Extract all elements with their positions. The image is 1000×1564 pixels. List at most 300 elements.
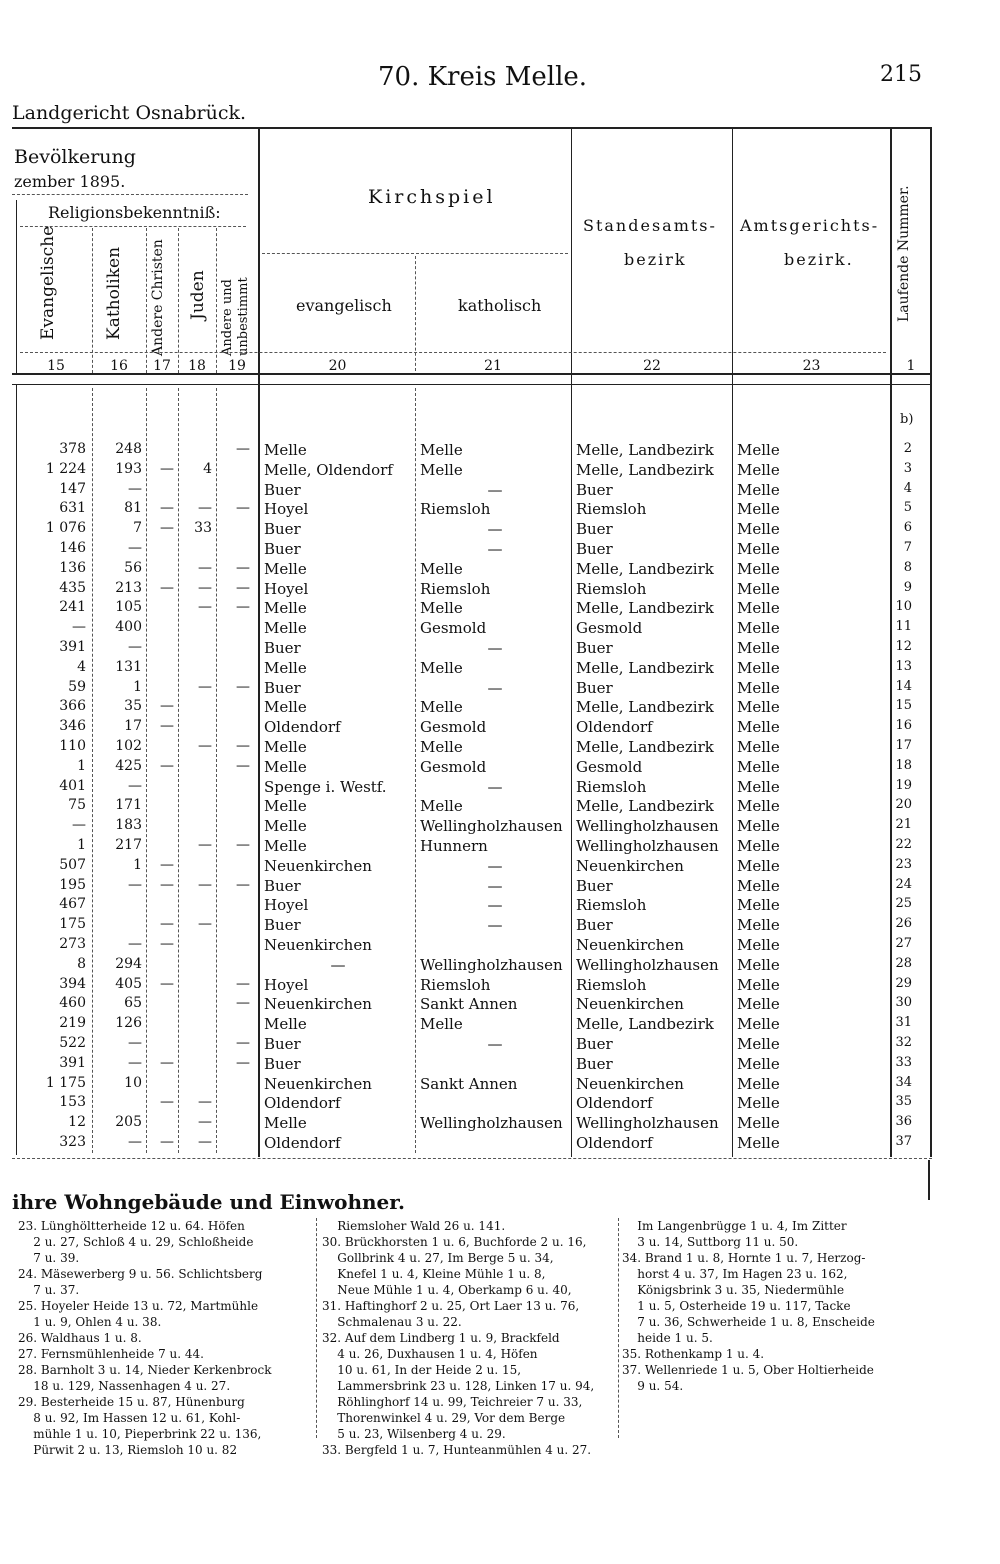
cell-c17: — <box>160 460 174 477</box>
cell-c15: 1 <box>77 837 86 853</box>
header-katholisch: katholisch <box>458 296 542 315</box>
cell-ev: Neuenkirchen <box>264 856 372 875</box>
cell-c16: — <box>128 1054 142 1071</box>
cell-st: Melle, Landbezirk <box>576 738 714 756</box>
cell-st: Buer <box>576 540 613 558</box>
cell-c15: 366 <box>59 698 86 715</box>
cell-c15: 219 <box>59 1015 86 1032</box>
cell-c15: 467 <box>59 896 86 913</box>
first-row-note: b) <box>900 412 914 427</box>
cell-kat: — <box>487 856 503 875</box>
colnum-1: 1 <box>906 358 916 374</box>
cell-kat: Riemsloh <box>420 500 491 519</box>
cell-c15: 378 <box>59 441 86 457</box>
cell-c15: 153 <box>59 1094 86 1111</box>
cell-laufende-nummer: 15 <box>895 698 912 714</box>
cell-laufende-nummer: 4 <box>903 480 912 496</box>
cell-st: Riemsloh <box>576 896 647 915</box>
cell-amt: Melle <box>737 460 780 479</box>
cell-ev: Buer <box>264 916 301 935</box>
cell-kat: Sankt Annen <box>420 1074 518 1093</box>
cell-c15: 4 <box>77 658 86 675</box>
cell-st: Buer <box>576 678 613 697</box>
cell-laufende-nummer: 30 <box>895 995 912 1011</box>
cell-kat: Melle <box>420 599 463 618</box>
cell-amt: Melle <box>737 500 780 519</box>
cell-c17: — <box>160 757 174 774</box>
cell-c17: — <box>160 698 174 715</box>
cell-c17: — <box>160 579 174 596</box>
colnum-15: 15 <box>47 358 65 374</box>
cell-c16: 400 <box>115 619 142 636</box>
cell-amt: Melle <box>737 1094 780 1113</box>
cell-st: Gesmold <box>576 757 643 776</box>
cell-c15: 273 <box>59 936 86 952</box>
cell-c18: — <box>198 1114 212 1131</box>
cell-c15: 1 076 <box>45 520 86 537</box>
cell-ev: Melle <box>264 1015 307 1034</box>
cell-amt: Melle <box>737 975 780 994</box>
cell-st: Buer <box>576 1035 613 1053</box>
cell-c19: — <box>236 441 250 457</box>
cell-st: Riemsloh <box>576 579 647 598</box>
header-datum: zember 1895. <box>14 172 126 191</box>
cell-ev: Melle <box>264 1114 307 1133</box>
cell-laufende-nummer: 13 <box>895 658 912 674</box>
cell-ev: Melle <box>264 559 307 578</box>
cell-laufende-nummer: 34 <box>895 1074 912 1090</box>
cell-ev: Neuenkirchen <box>264 936 372 954</box>
cell-kat: — <box>487 876 503 895</box>
cell-ev: Neuenkirchen <box>264 995 372 1014</box>
cell-st: Melle, Landbezirk <box>576 441 714 459</box>
cell-st: Neuenkirchen <box>576 995 684 1014</box>
cell-ev: Melle <box>264 619 307 638</box>
cell-c16: — <box>128 1035 142 1051</box>
colnum-18: 18 <box>188 358 206 374</box>
cell-laufende-nummer: 3 <box>903 460 912 476</box>
cell-c16: 294 <box>115 955 142 972</box>
cell-st: Wellingholzhausen <box>576 1114 719 1133</box>
cell-c18: — <box>198 678 212 695</box>
cell-laufende-nummer: 2 <box>903 441 912 456</box>
cell-c16: — <box>128 1134 142 1150</box>
cell-ev: Hoyel <box>264 500 309 519</box>
cell-laufende-nummer: 5 <box>903 500 912 516</box>
cell-c15: 110 <box>59 738 86 754</box>
cell-c16: 17 <box>124 718 142 735</box>
cell-kat: Wellingholzhausen <box>420 817 563 836</box>
cell-amt: Melle <box>737 1134 780 1152</box>
cell-st: Melle, Landbezirk <box>576 559 714 578</box>
cell-ev: Melle, Oldendorf <box>264 460 393 479</box>
cell-laufende-nummer: 22 <box>895 837 912 852</box>
cell-kat: Melle <box>420 559 463 578</box>
cell-c15: 59 <box>68 678 86 695</box>
header-amtsgericht-2: bezirk. <box>784 250 854 269</box>
cell-laufende-nummer: 23 <box>895 856 912 872</box>
cell-amt: Melle <box>737 619 780 638</box>
cell-c17: — <box>160 876 174 893</box>
cell-laufende-nummer: 8 <box>903 559 912 575</box>
cell-laufende-nummer: 14 <box>895 678 912 694</box>
cell-st: Oldendorf <box>576 1094 653 1113</box>
cell-c16: 425 <box>115 757 142 774</box>
cell-amt: Melle <box>737 837 780 855</box>
cell-c16: 213 <box>115 579 142 596</box>
cell-c15: 522 <box>59 1035 86 1051</box>
cell-st: Buer <box>576 480 613 499</box>
cell-c17: — <box>160 500 174 517</box>
cell-kat: Hunnern <box>420 837 488 855</box>
cell-laufende-nummer: 32 <box>895 1035 912 1050</box>
cell-ev: Buer <box>264 1035 301 1053</box>
cell-c18: — <box>198 500 212 517</box>
cell-amt: Melle <box>737 718 780 737</box>
cell-amt: Melle <box>737 441 780 459</box>
cell-c19: — <box>236 559 250 576</box>
header-col15: Evangelische <box>38 225 58 340</box>
cell-c15: 241 <box>59 599 86 616</box>
cell-kat: Melle <box>420 441 463 459</box>
cell-c15: 391 <box>59 1054 86 1071</box>
header-col19: Andere und unbestimmt <box>220 277 251 356</box>
cell-c16: 56 <box>124 559 142 576</box>
cell-amt: Melle <box>737 658 780 677</box>
cell-amt: Melle <box>737 995 780 1014</box>
header-amtsgericht: Amtsgerichts- <box>740 216 880 235</box>
cell-c16: 81 <box>124 500 142 517</box>
cell-ev: Melle <box>264 599 307 618</box>
cell-c19: — <box>236 757 250 774</box>
cell-kat: — <box>487 678 503 697</box>
cell-amt: Melle <box>737 896 780 915</box>
cell-c15: 1 <box>77 757 86 774</box>
cell-c16: — <box>128 639 142 655</box>
header-standesamt: Standesamts- <box>583 216 717 235</box>
cell-c16: — <box>128 936 142 952</box>
cell-ev: Hoyel <box>264 896 309 915</box>
cell-ev: Melle <box>264 837 307 855</box>
cell-kat: — <box>487 1035 503 1053</box>
cell-kat: — <box>487 639 503 657</box>
cell-kat: Gesmold <box>420 718 487 737</box>
cell-laufende-nummer: 26 <box>895 916 912 932</box>
cell-c16: 35 <box>124 698 142 715</box>
cell-amt: Melle <box>737 1114 780 1133</box>
cell-ev: Buer <box>264 678 301 697</box>
cell-c15: 1 224 <box>45 460 86 477</box>
cell-amt: Melle <box>737 698 780 717</box>
cell-laufende-nummer: 21 <box>895 817 912 833</box>
cell-c16: 1 <box>133 678 142 695</box>
cell-amt: Melle <box>737 639 780 657</box>
cell-c16: 171 <box>115 797 142 814</box>
cell-c18: — <box>198 837 212 853</box>
cell-c16: — <box>128 540 142 556</box>
cell-ev: Buer <box>264 876 301 895</box>
colnum-17: 17 <box>153 358 171 374</box>
cell-ev: Buer <box>264 520 301 539</box>
cell-ev: Buer <box>264 480 301 499</box>
cell-c18: — <box>198 876 212 893</box>
cell-st: Melle, Landbezirk <box>576 1015 714 1034</box>
cell-st: Neuenkirchen <box>576 936 684 954</box>
cell-st: Melle, Landbezirk <box>576 698 714 717</box>
cell-c15: 136 <box>59 559 86 576</box>
cell-c16: 105 <box>115 599 142 616</box>
cell-c18: — <box>198 916 212 933</box>
cell-c17: — <box>160 520 174 537</box>
cell-c19: — <box>236 1054 250 1071</box>
cell-c19: — <box>236 738 250 754</box>
cell-amt: Melle <box>737 520 780 539</box>
cell-st: Melle, Landbezirk <box>576 797 714 816</box>
cell-c15: 435 <box>59 579 86 596</box>
cell-c15: 323 <box>59 1134 86 1150</box>
cell-st: Gesmold <box>576 619 643 638</box>
cell-kat: Melle <box>420 698 463 717</box>
footer-title: ihre Wohngebäude und Einwohner. <box>12 1190 405 1214</box>
cell-c16: 193 <box>115 460 142 477</box>
cell-c16: 7 <box>133 520 142 537</box>
cell-amt: Melle <box>737 738 780 756</box>
cell-amt: Melle <box>737 480 780 499</box>
cell-amt: Melle <box>737 936 780 954</box>
cell-amt: Melle <box>737 599 780 618</box>
cell-amt: Melle <box>737 757 780 776</box>
cell-st: Buer <box>576 639 613 657</box>
cell-c16: 205 <box>115 1114 142 1131</box>
cell-laufende-nummer: 37 <box>895 1134 912 1149</box>
cell-c19: — <box>236 500 250 517</box>
cell-st: Melle, Landbezirk <box>576 658 714 677</box>
cell-kat: Wellingholzhausen <box>420 1114 563 1133</box>
cell-c17: — <box>160 1094 174 1111</box>
cell-laufende-nummer: 31 <box>895 1015 912 1031</box>
cell-ev: Oldendorf <box>264 718 341 737</box>
cell-amt: Melle <box>737 876 780 895</box>
cell-c18: — <box>198 559 212 576</box>
cell-c19: — <box>236 579 250 596</box>
cell-amt: Melle <box>737 1074 780 1093</box>
cell-kat: Riemsloh <box>420 579 491 598</box>
cell-laufende-nummer: 18 <box>895 757 912 773</box>
cell-c19: — <box>236 837 250 853</box>
cell-kat: — <box>487 777 503 796</box>
colnum-22: 22 <box>643 358 661 374</box>
cell-c19: — <box>236 995 250 1012</box>
cell-ev: Hoyel <box>264 579 309 598</box>
cell-c16: 1 <box>133 856 142 873</box>
cell-kat: Wellingholzhausen <box>420 955 563 974</box>
cell-kat: Sankt Annen <box>420 995 518 1014</box>
cell-c16: 183 <box>115 817 142 834</box>
cell-st: Oldendorf <box>576 1134 653 1152</box>
cell-amt: Melle <box>737 1015 780 1034</box>
cell-ev: Melle <box>264 738 307 756</box>
header-kirchspiel: Kirchspiel <box>368 186 496 208</box>
cell-c16: 405 <box>115 975 142 992</box>
cell-c18: — <box>198 599 212 616</box>
cell-amt: Melle <box>737 1035 780 1053</box>
cell-c15: 394 <box>59 975 86 992</box>
cell-c15: 8 <box>77 955 86 972</box>
cell-c15: 1 175 <box>45 1074 86 1091</box>
cell-ev: Melle <box>264 698 307 717</box>
cell-c16: — <box>128 480 142 497</box>
page-title: 70. Kreis Melle. <box>378 62 588 92</box>
cell-laufende-nummer: 35 <box>895 1094 912 1110</box>
cell-amt: Melle <box>737 797 780 816</box>
cell-c18: — <box>198 1094 212 1111</box>
cell-amt: Melle <box>737 817 780 836</box>
cell-ev: — <box>330 955 346 974</box>
cell-st: Oldendorf <box>576 718 653 737</box>
header-col18: Juden <box>188 270 208 320</box>
header-col16: Katholiken <box>104 246 124 340</box>
cell-laufende-nummer: 24 <box>895 876 912 892</box>
cell-c15: 75 <box>68 797 86 814</box>
cell-st: Wellingholzhausen <box>576 955 719 974</box>
cell-st: Riemsloh <box>576 500 647 519</box>
cell-ev: Hoyel <box>264 975 309 994</box>
cell-kat: Melle <box>420 460 463 479</box>
cell-c17: — <box>160 856 174 873</box>
cell-c15: 146 <box>59 540 86 556</box>
cell-ev: Oldendorf <box>264 1134 341 1152</box>
cell-st: Melle, Landbezirk <box>576 599 714 618</box>
cell-laufende-nummer: 7 <box>903 540 912 555</box>
cell-st: Buer <box>576 1054 613 1073</box>
cell-c16: 126 <box>115 1015 142 1032</box>
cell-amt: Melle <box>737 678 780 697</box>
cell-amt: Melle <box>737 856 780 875</box>
cell-st: Buer <box>576 876 613 895</box>
cell-laufende-nummer: 36 <box>895 1114 912 1130</box>
court-subtitle: Landgericht Osnabrück. <box>12 102 247 124</box>
cell-c17: — <box>160 1134 174 1150</box>
cell-st: Wellingholzhausen <box>576 837 719 855</box>
cell-laufende-nummer: 6 <box>903 520 912 536</box>
cell-c15: 147 <box>59 480 86 497</box>
footer-column-3: Im Langenbrügge 1 u. 4, Im Zitter 3 u. 14, Suttborg 11 u. 50. 34. Brand 1 u. 8, Hornte 1 u. 7, Herzog- horst 4 u. 37, Im Hagen 23 u. 162, Königsbrink 3 u. 35, Niedermühle 1 u. 5, Osterheide 19 u. 117, Tacke 7 u. 36, Schwerheide 1 u. 8, Enscheide heide 1 u. 5. 35. Rothenkamp 1 u. 4. 37. Wellenriede 1 u. 5, Ober Holtierheide 9 u. 54. <box>622 1219 875 1393</box>
cell-laufende-nummer: 12 <box>895 639 912 654</box>
cell-c15: 195 <box>59 876 86 893</box>
cell-kat: — <box>487 896 503 915</box>
cell-ev: Buer <box>264 1054 301 1073</box>
cell-c15: — <box>72 619 86 636</box>
cell-amt: Melle <box>737 777 780 796</box>
cell-c15: — <box>72 817 86 834</box>
cell-c17: — <box>160 916 174 933</box>
cell-st: Buer <box>576 916 613 935</box>
cell-c19: — <box>236 599 250 616</box>
cell-c18: — <box>198 1134 212 1150</box>
cell-ev: Buer <box>264 540 301 558</box>
cell-c19: — <box>236 876 250 893</box>
cell-ev: Buer <box>264 639 301 657</box>
cell-kat: — <box>487 480 503 499</box>
cell-laufende-nummer: 16 <box>895 718 912 734</box>
cell-c18: — <box>198 579 212 596</box>
cell-laufende-nummer: 27 <box>895 936 912 951</box>
colnum-23: 23 <box>802 358 821 374</box>
cell-ev: Melle <box>264 817 307 836</box>
colnum-20: 20 <box>328 358 347 374</box>
cell-st: Riemsloh <box>576 777 647 796</box>
cell-st: Melle, Landbezirk <box>576 460 714 479</box>
cell-st: Riemsloh <box>576 975 647 994</box>
header-evangelisch: evangelisch <box>296 296 392 315</box>
cell-kat: Melle <box>420 658 463 677</box>
cell-laufende-nummer: 20 <box>895 797 912 813</box>
cell-ev: Melle <box>264 757 307 776</box>
cell-c19: — <box>236 1035 250 1051</box>
cell-c16: — <box>128 876 142 893</box>
cell-c16: 217 <box>115 837 142 853</box>
cell-laufende-nummer: 33 <box>895 1054 912 1070</box>
cell-kat: Riemsloh <box>420 975 491 994</box>
cell-c18: 4 <box>203 460 212 477</box>
cell-c15: 391 <box>59 639 86 655</box>
cell-ev: Neuenkirchen <box>264 1074 372 1093</box>
cell-amt: Melle <box>737 579 780 598</box>
header-laufende-nummer: Laufende Nummer. <box>896 185 912 322</box>
header-standesamt-2: bezirk <box>624 250 687 269</box>
cell-c15: 401 <box>59 777 86 794</box>
cell-amt: Melle <box>737 540 780 558</box>
cell-amt: Melle <box>737 559 780 578</box>
cell-c16: 248 <box>115 441 142 457</box>
cell-st: Buer <box>576 520 613 539</box>
page-number: 215 <box>880 62 922 87</box>
cell-ev: Melle <box>264 441 307 459</box>
cell-kat: Melle <box>420 1015 463 1034</box>
cell-laufende-nummer: 10 <box>895 599 912 615</box>
cell-c15: 346 <box>59 718 86 735</box>
cell-c16: 65 <box>124 995 142 1012</box>
cell-st: Neuenkirchen <box>576 856 684 875</box>
cell-c16: 131 <box>115 658 142 675</box>
cell-c15: 12 <box>68 1114 86 1131</box>
cell-amt: Melle <box>737 1054 780 1073</box>
header-religion: Religionsbekenntniß: <box>48 203 221 222</box>
colnum-21: 21 <box>484 358 502 374</box>
cell-kat: Melle <box>420 797 463 816</box>
cell-c18: 33 <box>194 520 212 537</box>
cell-c15: 507 <box>59 856 86 873</box>
header-col17: Andere Christen <box>150 239 166 356</box>
cell-kat: — <box>487 540 503 558</box>
cell-laufende-nummer: 19 <box>895 777 912 793</box>
cell-c17: — <box>160 718 174 735</box>
cell-amt: Melle <box>737 916 780 935</box>
cell-laufende-nummer: 28 <box>895 955 912 971</box>
cell-c19: — <box>236 678 250 695</box>
cell-laufende-nummer: 25 <box>895 896 912 912</box>
cell-laufende-nummer: 11 <box>895 619 912 635</box>
cell-c15: 460 <box>59 995 86 1012</box>
footer-column-2: Riemsloher Wald 26 u. 141. 30. Brückhorsten 1 u. 6, Buchforde 2 u. 16, Gollbrink 4 u. 27, Im Berge 5 u. 34, Knefel 1 u. 4, Kleine Mühle 1 u. 8, Neue Mühle 1 u. 4, Oberkamp 6 u. 40, 31. Haftinghorf 2 u. 25, Ort Laer 13 u. 76, Schmalenau 3 u. 22. 32. Auf dem Lindberg 1 u. 9, Brackfeld 4 u. 26, Duxhausen 1 u. 4, Höfen 10 u. 61, In der Heide 2 u. 15, Lammersbrink 23 u. 128, Linken 17 u. 94, Röhlinghorf 14 u. 99, Teichreier 7 u. 33, Thorenwinkel 4 u. 29, Vor dem Berge 5 u. 23, Wilsenberg 4 u. 29. 33. Bergfeld 1 u. 7, Hunteanmühlen 4 u. 27. <box>322 1219 595 1457</box>
cell-ev: Oldendorf <box>264 1094 341 1113</box>
cell-ev: Spenge i. Westf. <box>264 777 387 796</box>
cell-ev: Melle <box>264 658 307 677</box>
header-bevoelkerung: Bevölkerung <box>14 146 136 168</box>
cell-c18: — <box>198 738 212 754</box>
cell-c17: — <box>160 975 174 992</box>
cell-ev: Melle <box>264 797 307 816</box>
